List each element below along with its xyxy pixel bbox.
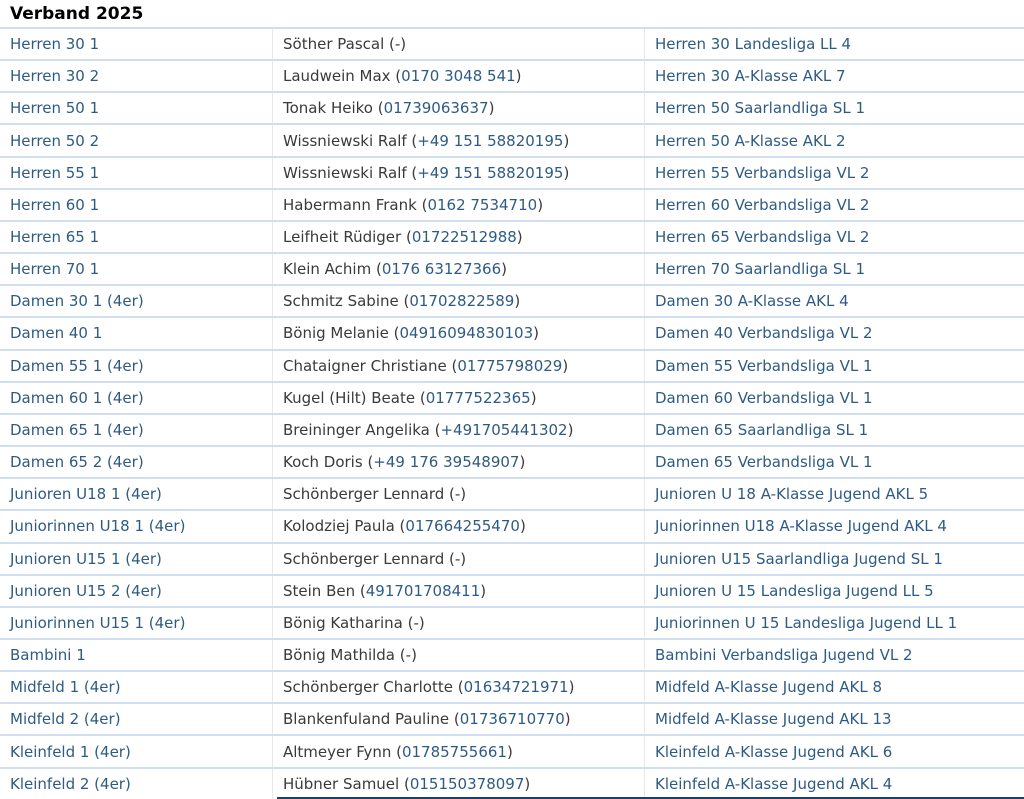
contact-phone-link[interactable]: +49 176 39548907: [373, 453, 520, 472]
contact-phone-link[interactable]: 01634721971: [463, 678, 569, 697]
contact-open-paren: (: [395, 646, 406, 665]
team-link[interactable]: Bambini 1: [10, 646, 86, 665]
team-cell: [0, 222, 273, 252]
contact-cell: [273, 61, 645, 91]
team-cell: [0, 158, 273, 188]
contact-name: Klein Achim: [283, 260, 372, 279]
team-cell: [0, 640, 273, 670]
table-row: [0, 702, 1024, 734]
contact-open-paren: (: [444, 549, 455, 568]
team-cell: [0, 351, 273, 381]
team-link[interactable]: Herren 70 1: [10, 260, 100, 279]
contact-open-paren: (: [406, 131, 418, 150]
league-link[interactable]: Herren 50 Saarlandliga SL 1: [655, 99, 866, 118]
contact-close-paren: ): [537, 195, 544, 214]
contact-open-paren: (: [391, 742, 402, 761]
contact-cell: [273, 125, 645, 155]
contact-cell: [273, 511, 645, 541]
league-link[interactable]: Bambini Verbandsliga Jugend VL 2: [655, 646, 913, 665]
team-table: [0, 27, 1024, 799]
league-cell: [645, 769, 1024, 799]
league-link[interactable]: Midfeld A-Klasse Jugend AKL 13: [655, 710, 892, 729]
team-link[interactable]: Juniorinnen U18 1 (4er): [10, 517, 186, 536]
contact-name: Kolodziej Paula: [283, 517, 395, 536]
league-link[interactable]: Junioren U 15 Landesliga Jugend LL 5: [655, 581, 934, 600]
contact-phone-link[interactable]: 01722512988: [411, 228, 517, 247]
contact-phone-link[interactable]: 0170 3048 541: [401, 67, 516, 86]
contact-open-paren: (: [372, 99, 384, 118]
league-cell: [645, 93, 1024, 123]
team-cell: [0, 383, 273, 413]
league-cell: [645, 61, 1024, 91]
contact-phone-link[interactable]: 0176 63127366: [381, 260, 502, 279]
contact-cell: [273, 576, 645, 606]
league-cell: [645, 415, 1024, 445]
team-cell: [0, 93, 273, 123]
contact-close-paren: ): [519, 453, 526, 472]
league-cell: [645, 672, 1024, 702]
contact-open-paren: (: [362, 453, 374, 472]
contact-open-paren: (: [429, 420, 441, 439]
contact-close-paren: ): [411, 646, 417, 665]
contact-name: Koch Doris: [283, 453, 363, 472]
league-link[interactable]: Herren 30 A-Klasse AKL 7: [655, 67, 846, 86]
contact-close-paren: ): [524, 774, 531, 793]
contact-close-paren: ): [567, 420, 574, 439]
league-link[interactable]: Herren 60 Verbandsliga VL 2: [655, 195, 870, 214]
table-row: [0, 606, 1024, 638]
contact-name: Stein Ben: [283, 581, 356, 600]
league-cell: [645, 286, 1024, 316]
contact-cell: [273, 608, 645, 638]
contact-close-paren: ): [418, 613, 425, 632]
contact-phone-link[interactable]: 01775798029: [457, 356, 563, 375]
table-row: [0, 767, 1024, 799]
contact-open-paren: (: [355, 581, 366, 600]
league-link[interactable]: Herren 30 Landesliga LL 4: [655, 35, 852, 54]
team-cell: [0, 286, 273, 316]
contact-cell: [273, 254, 645, 284]
team-link[interactable]: Herren 50 1: [10, 99, 100, 118]
contact-name: Kugel (Hilt) Beate: [283, 388, 416, 407]
contact-open-paren: (: [394, 517, 406, 536]
team-link[interactable]: Junioren U15 2 (4er): [10, 581, 162, 600]
contact-phone-link[interactable]: 01736710770: [459, 710, 565, 729]
league-cell: [645, 447, 1024, 477]
team-link[interactable]: Damen 40 1: [10, 324, 103, 343]
contact-cell: [273, 222, 645, 252]
team-cell: [0, 447, 273, 477]
table-row: [0, 59, 1024, 91]
team-link[interactable]: Damen 60 1 (4er): [10, 388, 144, 407]
league-link[interactable]: Herren 70 Saarlandliga SL 1: [655, 260, 866, 279]
team-cell: [0, 769, 273, 799]
team-cell: [0, 576, 273, 606]
contact-name: Schönberger Charlotte: [283, 678, 453, 697]
league-link[interactable]: Herren 55 Verbandsliga VL 2: [655, 163, 870, 182]
league-link[interactable]: Damen 55 Verbandsliga VL 1: [655, 356, 873, 375]
contact-open-paren: (: [452, 678, 464, 697]
contact-name: Leifheit Rüdiger: [283, 228, 402, 247]
table-row: [0, 477, 1024, 509]
league-cell: [645, 736, 1024, 766]
contact-close-paren: ): [400, 35, 407, 54]
contact-close-paren: ): [516, 228, 523, 247]
contact-phone-link[interactable]: +49 151 58820195: [417, 131, 564, 150]
contact-cell: [273, 383, 645, 413]
contact-phone-link: -: [454, 485, 461, 504]
contact-cell: [273, 415, 645, 445]
table-row: [0, 188, 1024, 220]
contact-close-paren: ): [460, 549, 467, 568]
contact-phone-link[interactable]: +49 151 58820195: [417, 163, 564, 182]
contact-name: Chataigner Christiane: [283, 356, 447, 375]
contact-cell: [273, 704, 645, 734]
team-cell: [0, 608, 273, 638]
contact-name: Laudwein Max: [283, 67, 391, 86]
table-row: [0, 220, 1024, 252]
league-link[interactable]: Damen 60 Verbandsliga VL 1: [655, 388, 873, 407]
contact-phone-link[interactable]: 0162 7534710: [427, 195, 538, 214]
table-row: [0, 509, 1024, 541]
contact-name: Schönberger Lennard: [283, 485, 445, 504]
table-row: [0, 252, 1024, 284]
contact-phone-link: -: [454, 549, 461, 568]
contact-close-paren: ): [506, 742, 513, 761]
team-cell: [0, 125, 273, 155]
contact-name: Wissniewski Ralf: [283, 163, 407, 182]
league-link[interactable]: Damen 40 Verbandsliga VL 2: [655, 324, 873, 343]
table-row: [0, 27, 1024, 59]
league-link[interactable]: Damen 65 Verbandsliga VL 1: [655, 453, 873, 472]
contact-name: Söther Pascal: [283, 35, 385, 54]
contact-name: Habermann Frank: [283, 195, 417, 214]
contact-name: Bönig Mathilda: [283, 646, 396, 665]
team-cell: [0, 479, 273, 509]
team-link[interactable]: Kleinfeld 2 (4er): [10, 774, 131, 793]
contact-open-paren: (: [446, 356, 458, 375]
table-row: [0, 156, 1024, 188]
team-cell: [0, 544, 273, 574]
league-link[interactable]: Damen 65 Saarlandliga SL 1: [655, 420, 869, 439]
page-title: Verband 2025: [10, 3, 144, 24]
league-cell: [645, 125, 1024, 155]
contact-cell: [273, 190, 645, 220]
contact-phone-link[interactable]: 017664255470: [405, 517, 520, 536]
contact-open-paren: (: [390, 67, 402, 86]
contact-close-paren: ): [562, 356, 569, 375]
team-link[interactable]: Junioren U15 1 (4er): [10, 549, 162, 568]
league-link[interactable]: Herren 65 Verbandsliga VL 2: [655, 228, 870, 247]
contact-cell: [273, 769, 645, 799]
league-cell: [645, 576, 1024, 606]
league-link[interactable]: Juniorinnen U18 A-Klasse Jugend AKL 4: [655, 517, 947, 536]
contact-phone-link[interactable]: 015150378097: [409, 774, 525, 793]
contact-close-paren: ): [563, 131, 570, 150]
contact-phone-link[interactable]: 491701708411: [365, 581, 481, 600]
contact-name: Bönig Melanie: [283, 324, 389, 343]
team-cell: [0, 190, 273, 220]
table-row: [0, 670, 1024, 702]
league-cell: [645, 222, 1024, 252]
contact-close-paren: ): [568, 678, 575, 697]
contact-phone-link[interactable]: 01777522365: [425, 388, 531, 407]
team-link[interactable]: Herren 60 1: [10, 195, 100, 214]
contact-phone-link[interactable]: 01739063637: [383, 99, 489, 118]
team-link[interactable]: Kleinfeld 1 (4er): [10, 742, 131, 761]
team-link[interactable]: Herren 30 1: [10, 35, 100, 54]
contact-open-paren: (: [399, 774, 410, 793]
contact-cell: [273, 447, 645, 477]
team-link[interactable]: Damen 55 1 (4er): [10, 356, 144, 375]
contact-open-paren: (: [388, 324, 400, 343]
contact-open-paren: (: [398, 292, 410, 311]
league-cell: [645, 704, 1024, 734]
league-cell: [645, 254, 1024, 284]
contact-name: Bönig Katharina: [283, 613, 403, 632]
contact-close-paren: ): [533, 324, 539, 343]
team-link[interactable]: Midfeld 1 (4er): [10, 678, 121, 697]
league-link[interactable]: Junioren U15 Saarlandliga Jugend SL 1: [655, 549, 943, 568]
contact-cell: [273, 736, 645, 766]
table-row: [0, 413, 1024, 445]
league-link[interactable]: Junioren U 18 A-Klasse Jugend AKL 5: [655, 485, 929, 504]
contact-close-paren: ): [519, 517, 526, 536]
team-link[interactable]: Herren 65 1: [10, 228, 100, 247]
contact-phone-link[interactable]: 04916094830103: [399, 324, 534, 343]
contact-open-paren: (: [416, 195, 428, 214]
contact-name: Schmitz Sabine: [283, 292, 399, 311]
team-cell: [0, 704, 273, 734]
contact-close-paren: ): [564, 710, 571, 729]
contact-cell: [273, 158, 645, 188]
league-link[interactable]: Herren 50 A-Klasse AKL 2: [655, 131, 846, 150]
contact-open-paren: (: [371, 260, 382, 279]
team-cell: [0, 254, 273, 284]
team-link[interactable]: Damen 65 1 (4er): [10, 420, 144, 439]
table-row: [0, 91, 1024, 123]
league-link[interactable]: Juniorinnen U 15 Landesliga Jugend LL 1: [655, 613, 958, 632]
contact-cell: [273, 29, 645, 59]
league-link[interactable]: Damen 30 A-Klasse AKL 4: [655, 292, 849, 311]
contact-name: Schönberger Lennard: [283, 549, 445, 568]
team-link[interactable]: Herren 50 2: [10, 131, 100, 150]
contact-close-paren: ): [515, 67, 522, 86]
table-row: [0, 381, 1024, 413]
contact-name: Breininger Angelika: [283, 420, 430, 439]
contact-cell: [273, 351, 645, 381]
team-link[interactable]: Damen 30 1 (4er): [10, 292, 144, 311]
contact-open-paren: (: [444, 485, 455, 504]
contact-close-paren: ): [514, 292, 521, 311]
contact-close-paren: ): [488, 99, 495, 118]
contact-phone-link[interactable]: +491705441302: [440, 420, 568, 439]
league-cell: [645, 511, 1024, 541]
league-cell: [645, 479, 1024, 509]
table-row: [0, 284, 1024, 316]
league-cell: [645, 351, 1024, 381]
league-cell: [645, 29, 1024, 59]
contact-phone-link[interactable]: 01785755661: [401, 742, 507, 761]
table-row: [0, 734, 1024, 766]
league-cell: [645, 544, 1024, 574]
table-row: [0, 349, 1024, 381]
contact-name: Tonak Heiko: [283, 99, 373, 118]
league-link[interactable]: Kleinfeld A-Klasse Jugend AKL 6: [655, 742, 893, 761]
contact-open-paren: (: [415, 388, 426, 407]
league-link[interactable]: Kleinfeld A-Klasse Jugend AKL 4: [655, 774, 893, 793]
contact-phone-link: -: [394, 35, 401, 54]
table-row: [0, 574, 1024, 606]
contact-cell: [273, 640, 645, 670]
contact-close-paren: ): [480, 581, 487, 600]
league-cell: [645, 318, 1024, 348]
team-cell: [0, 511, 273, 541]
contact-open-paren: (: [449, 710, 460, 729]
team-cell: [0, 29, 273, 59]
contact-name: Hübner Samuel: [283, 774, 400, 793]
team-link[interactable]: Juniorinnen U15 1 (4er): [10, 613, 186, 632]
table-row: [0, 123, 1024, 155]
team-link[interactable]: Midfeld 2 (4er): [10, 710, 121, 729]
contact-cell: [273, 318, 645, 348]
team-cell: [0, 736, 273, 766]
team-link[interactable]: Junioren U18 1 (4er): [10, 485, 162, 504]
league-cell: [645, 640, 1024, 670]
table-row: [0, 542, 1024, 574]
contact-cell: [273, 544, 645, 574]
table-row: [0, 445, 1024, 477]
team-cell: [0, 415, 273, 445]
contact-cell: [273, 672, 645, 702]
table-row: [0, 316, 1024, 348]
contact-open-paren: (: [401, 228, 412, 247]
league-cell: [645, 190, 1024, 220]
team-link[interactable]: Herren 55 1: [10, 163, 100, 182]
contact-open-paren: (: [384, 35, 395, 54]
contact-open-paren: (: [402, 613, 414, 632]
contact-close-paren: ): [563, 163, 570, 182]
contact-phone-link[interactable]: 01702822589: [409, 292, 515, 311]
table-row: [0, 638, 1024, 670]
league-cell: [645, 383, 1024, 413]
contact-name: Altmeyer Fynn: [283, 742, 392, 761]
contact-cell: [273, 479, 645, 509]
team-cell: [0, 318, 273, 348]
league-link[interactable]: Midfeld A-Klasse Jugend AKL 8: [655, 678, 883, 697]
contact-cell: [273, 286, 645, 316]
contact-open-paren: (: [406, 163, 418, 182]
contact-phone-link: -: [405, 646, 412, 665]
league-cell: [645, 608, 1024, 638]
contact-close-paren: ): [501, 260, 507, 279]
contact-cell: [273, 93, 645, 123]
team-cell: [0, 672, 273, 702]
contact-phone-link: -: [413, 613, 419, 632]
team-cell: [0, 61, 273, 91]
team-link[interactable]: Herren 30 2: [10, 67, 100, 86]
contact-name: Wissniewski Ralf: [283, 131, 407, 150]
team-link[interactable]: Damen 65 2 (4er): [10, 453, 144, 472]
contact-close-paren: ): [530, 388, 537, 407]
league-cell: [645, 158, 1024, 188]
contact-name: Blankenfuland Pauline: [283, 710, 450, 729]
contact-close-paren: ): [460, 485, 467, 504]
